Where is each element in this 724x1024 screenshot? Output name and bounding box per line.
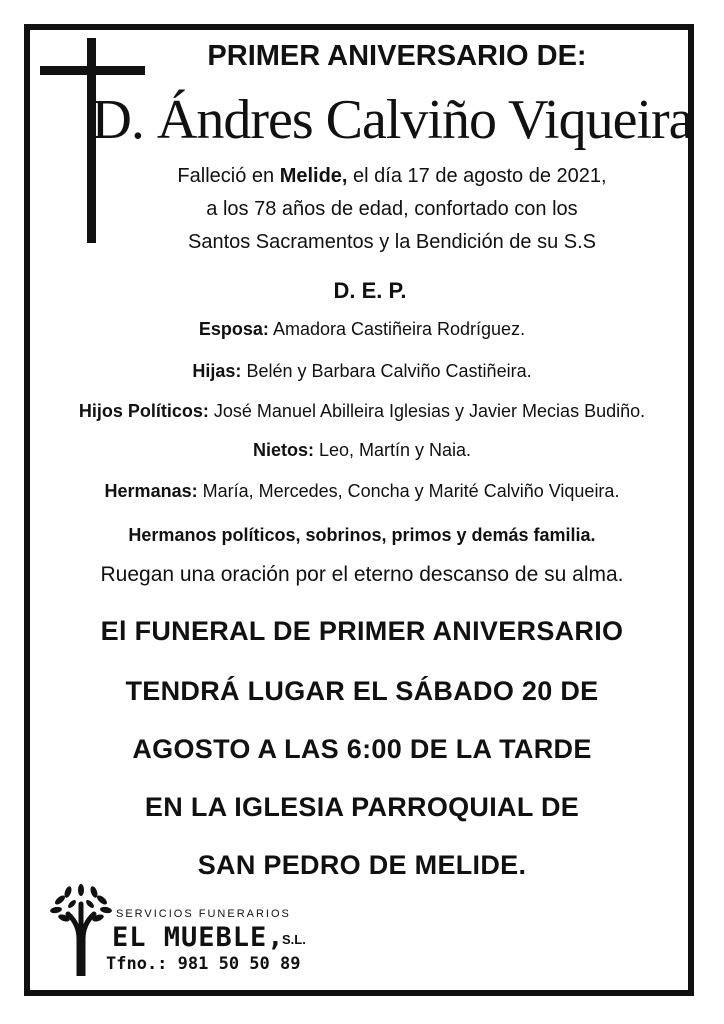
logo-phone: Tfno.: 981 50 50 89 [106, 954, 301, 974]
intro-line-2: a los 78 años de edad, confortado con los [206, 198, 578, 220]
intro-line-1: Falleció en Melide, el día 17 de agosto de 2021, [177, 165, 607, 187]
funeral-line-3: AGOSTO A LAS 6:00 DE LA TARDE [132, 734, 592, 764]
funeral-home-logo [50, 884, 350, 984]
deceased-name: D. Ándres Calviño Viqueira [91, 89, 693, 151]
intro-line-3: Santos Sacramentos y la Bendición de su S.S [187, 231, 596, 253]
family-relatives: Hermanos políticos, sobrinos, primos y demás familia. [128, 525, 596, 545]
logo-suffix: S.L. [282, 932, 306, 947]
funeral-line-4: EN LA IGLESIA PARROQUIAL DE [144, 792, 580, 822]
tree-logo-icon [50, 884, 112, 976]
family-row-hijos-politicos: Hijos Políticos: José Manuel Abilleira Iglesias y Javier Mecias Budiño. [78, 401, 646, 421]
dep-line: D. E. P. [333, 278, 407, 303]
funeral-line-2: TENDRÁ LUGAR EL SÁBADO 20 DE [125, 676, 599, 706]
family-row-hermanas: Hermanas: María, Mercedes, Concha y Marité Calviño Viqueira. [104, 481, 620, 501]
logo-brand: EL MUEBLE, [112, 922, 285, 953]
family-row-hijas: Hijas: Belén y Barbara Calviño Castiñeira. [192, 361, 532, 381]
logo-tagline: SERVICIOS FUNERARIOS [116, 908, 291, 920]
death-place: Melide, [279, 165, 348, 187]
funeral-line-5: SAN PEDRO DE MELIDE. [197, 850, 527, 880]
prayer-line: Ruegan una oración por el eterno descanso de su alma. [100, 563, 624, 586]
family-row-nietos: Nietos: Leo, Martín y Naia. [252, 440, 472, 460]
family-row-esposa: Esposa: Amadora Castiñeira Rodríguez. [198, 319, 526, 339]
notice-heading: PRIMER ANIVERSARIO DE: [207, 40, 587, 72]
funeral-line-1: El FUNERAL DE PRIMER ANIVERSARIO [100, 616, 624, 646]
